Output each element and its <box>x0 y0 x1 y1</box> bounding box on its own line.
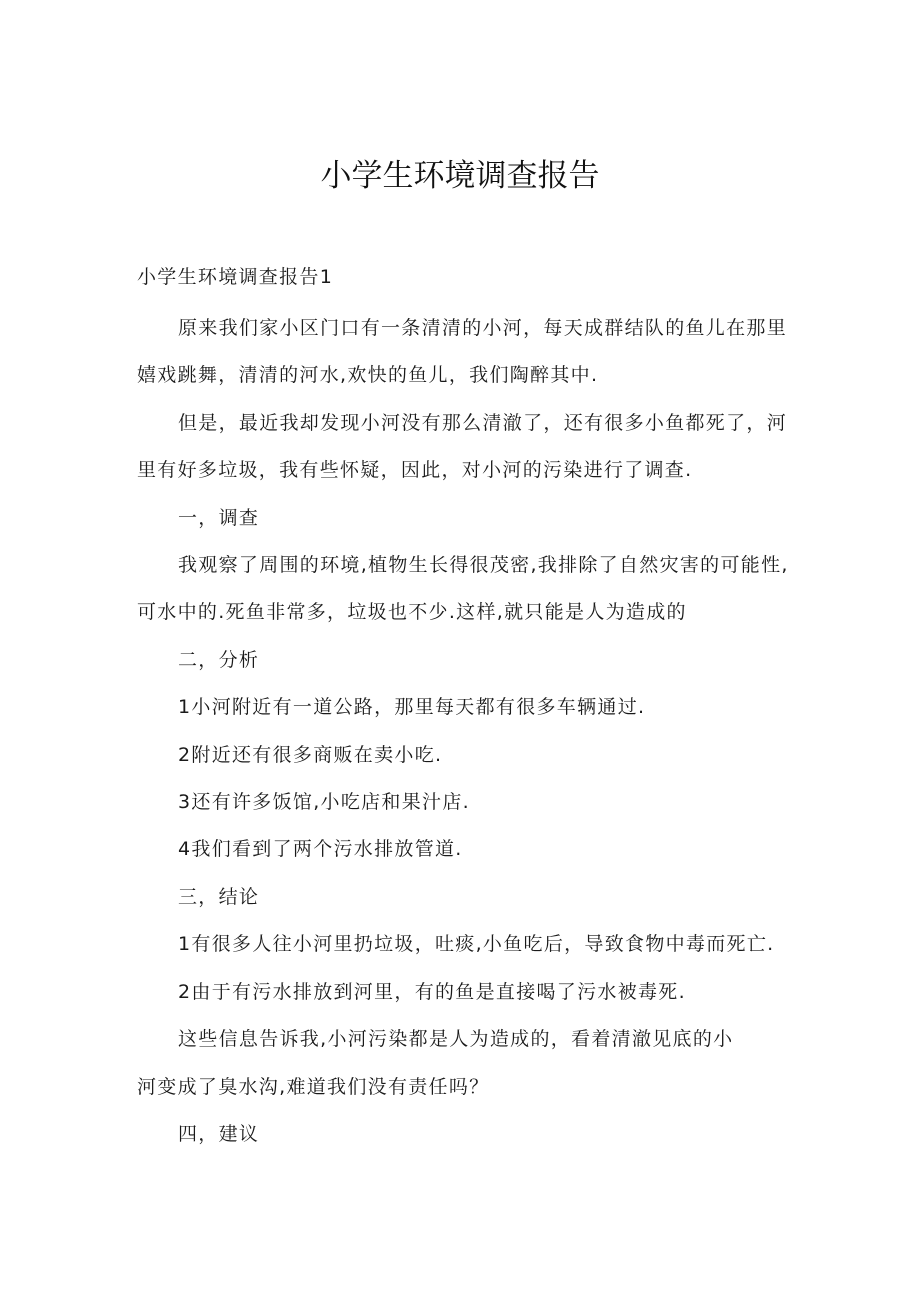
paragraph-line: 可水中的.死鱼非常多，垃圾也不少.这样,就只能是人为造成的 <box>137 601 687 623</box>
list-item: 4我们看到了两个污水排放管道. <box>178 838 463 860</box>
section-heading: 小学生环境调查报告1 <box>137 266 334 288</box>
paragraph-line: 河变成了臭水沟,难道我们没有责任吗？ <box>137 1076 490 1098</box>
paragraph-line: 原来我们家小区门口有一条清清的小河，每天成群结队的鱼儿在那里 <box>178 317 788 339</box>
section-heading: 一，调查 <box>178 507 260 529</box>
paragraph-line: 嬉戏跳舞，清清的河水,欢快的鱼儿，我们陶醉其中. <box>137 364 599 386</box>
paragraph-line: 这些信息告诉我,小河污染都是人为造成的，看着清澈见底的小 <box>178 1028 734 1050</box>
list-item: 2由于有污水排放到河里，有的鱼是直接喝了污水被毒死. <box>178 981 686 1003</box>
paragraph-line: 但是，最近我却发现小河没有那么清澈了，还有很多小鱼都死了，河 <box>178 412 788 434</box>
paragraph-line: 里有好多垃圾，我有些怀疑，因此，对小河的污染进行了调查. <box>137 459 693 481</box>
document-title: 小学生环境调查报告 <box>320 158 600 194</box>
section-heading: 四，建议 <box>178 1123 260 1145</box>
list-item: 3还有许多饭馆,小吃店和果汁店. <box>178 791 470 813</box>
section-heading: 二，分析 <box>178 649 260 671</box>
paragraph-line: 我观察了周围的环境,植物生长得很茂密,我排除了自然灾害的可能性, <box>178 554 789 576</box>
section-heading: 三，结论 <box>178 886 260 908</box>
list-item: 2附近还有很多商贩在卖小吃. <box>178 744 443 766</box>
list-item: 1小河附近有一道公路，那里每天都有很多车辆通过. <box>178 696 646 718</box>
list-item: 1有很多人往小河里扔垃圾，吐痰,小鱼吃后，导致食物中毒而死亡. <box>178 933 775 955</box>
